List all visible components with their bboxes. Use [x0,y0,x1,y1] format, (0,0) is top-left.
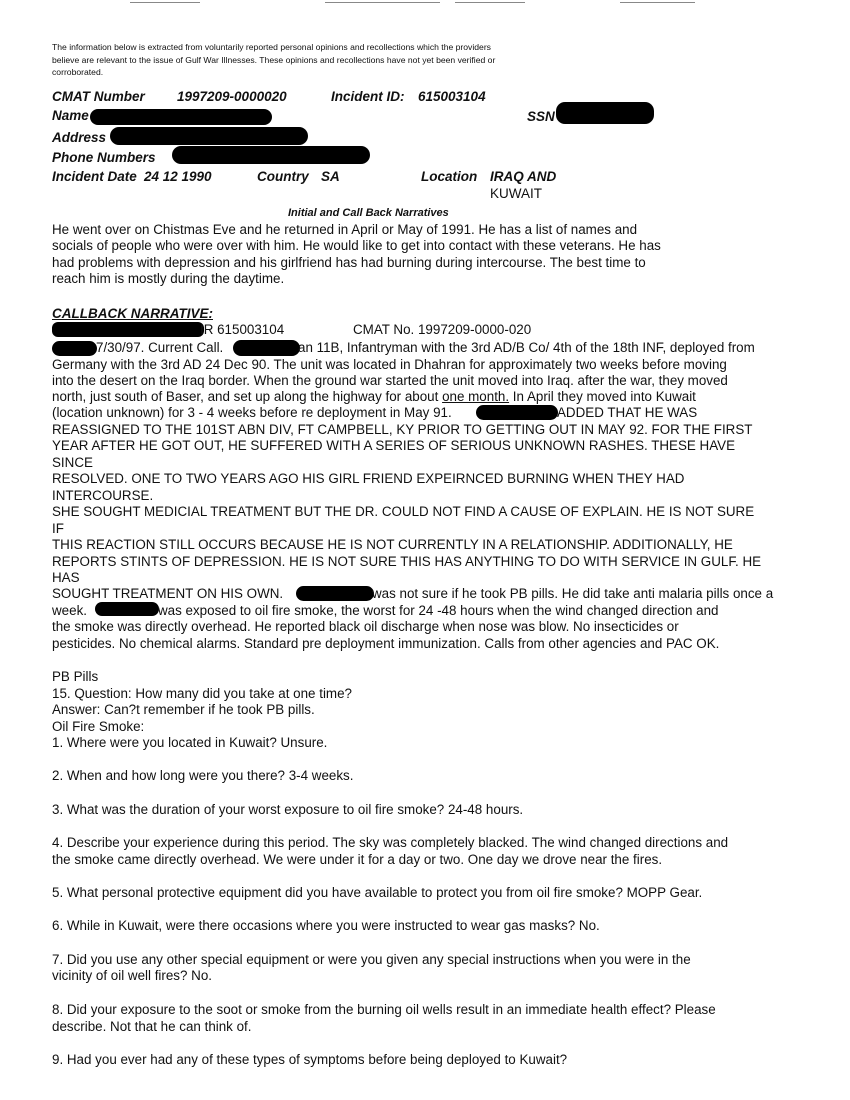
country-label: Country [257,169,309,184]
redaction-callback-person [95,602,159,616]
callback-text: north, just south of Baser, and set up along the highway for about [52,389,443,404]
callback-line: was exposed to oil fire smoke, the worst for 24 -48 hours when the wind changed direction and [158,603,719,618]
callback-line: an 11B, Infantryman with the 3rd AD/B Co/ 4th of the 18th INF, deployed from [298,340,755,355]
question-1: 1. Where were you located in Kuwait? Unsure. [52,735,328,750]
scan-line [620,2,695,3]
callback-line: week. [52,603,87,618]
cmat-label: CMAT Number [52,89,145,104]
incident-id-value: 615003104 [418,89,486,104]
ssn-label: SSN [527,109,555,124]
location-label: Location [421,169,478,184]
oil-fire-heading: Oil Fire Smoke: [52,719,145,734]
question-9: 9. Had you ever had any of these types of symptoms before being deployed to Kuwait? [52,1052,568,1067]
callback-line: REASSIGNED TO THE 101ST ABN DIV, FT CAMPBELL, KY PRIOR TO GETTING OUT IN MAY 92. FOR THE FIRST [52,422,753,437]
callback-title: CALLBACK NARRATIVE: [52,306,213,321]
callback-line: into the desert on the Iraq border. When the ground war started the unit moved into Iraq. after the war, they moved [52,373,728,388]
callback-ir: IR 615003104 [200,322,285,337]
narrative-line: had problems with depression and his girlfriend has had burning during intercourse. The best time to [52,254,646,270]
question-15: 15. Question: How many did you take at one time? [52,686,352,701]
question-8: 8. Did your exposure to the soot or smoke from the burning oil wells result in an immediate health effect? Please [52,1002,716,1017]
narrative-line: reach him is mostly during the daytime. [52,271,285,287]
callback-line: was not sure if he took PB pills. He did take anti malaria pills once a [372,586,774,601]
callback-line: THIS REACTION STILL OCCURS BECAUSE HE IS NOT CURRENTLY IN A RELATIONSHIP. ADDITIONALLY, HE [52,537,733,552]
disclaimer-line: corroborated. [52,67,104,78]
callback-line: IF [52,521,64,536]
scan-line [130,2,200,3]
question-4-cont: the smoke came directly overhead. We were under it for a day or two. One day we drove near the fires. [52,852,663,867]
address-label: Address [52,130,107,145]
incident-id-label: Incident ID: [331,89,405,104]
disclaimer-line: The information below is extracted from voluntarily reported personal opinions and recollections which the providers [52,42,491,52]
country-value: SA [321,169,340,184]
callback-line: REPORTS STINTS OF DEPRESSION. HE IS NOT SURE THIS HAS ANYTHING TO DO WITH SERVICE IN GULF. HE [52,554,762,569]
callback-line: SOUGHT TREATMENT ON HIS OWN. [52,586,284,601]
callback-line: SINCE [52,455,93,470]
question-4: 4. Describe your experience during this period. The sky was completely blacked. The wind changed directions and [52,835,729,850]
scan-line [325,2,440,3]
phone-label: Phone Numbers [52,150,156,165]
narrative-line: socials of people who were over with him. He would like to get into contact with these veterans. He has [52,238,661,254]
redaction-callback-id [52,341,97,356]
callback-line: Germany with the 3rd AD 24 Dec 90. The unit was located in Dhahran for approximately two weeks before moving [52,357,727,372]
redaction-callback-person [233,340,300,356]
question-2: 2. When and how long were you there? 3-4 weeks. [52,768,354,783]
callback-line: (location unknown) for 3 - 4 weeks before re deployment in May 91. [52,405,452,420]
redaction-phone [172,146,370,164]
redaction-callback-name [52,322,204,337]
incident-date-label: Incident Date [52,169,137,184]
location-value-cont: KUWAIT [490,186,542,201]
callback-line: the smoke was directly overhead. He reported black oil discharge when nose was blow. No insecticides or [52,619,679,634]
disclaimer-line: believe are relevant to the issue of Gulf War Illnesses. These opinions and recollections have not yet been verified or [52,54,496,65]
question-5: 5. What personal protective equipment did you have available to protect you from oil fire smoke? MOPP Gear. [52,885,703,900]
callback-line: SHE SOUGHT MEDICIAL TREATMENT BUT THE DR. COULD NOT FIND A CAUSE OF EXPLAIN. HE IS NOT SURE [52,504,755,519]
callback-cmat: CMAT No. 1997209-0000-020 [353,322,532,337]
narratives-title: Initial and Call Back Narratives [288,207,449,219]
redaction-address [110,127,308,145]
question-7: 7. Did you use any other special equipment or were you given any special instructions when you were in the [52,952,691,967]
callback-line: HAS [52,570,80,585]
callback-line: pesticides. No chemical alarms. Standard pre deployment immunization. Calls from other agencies and PAC OK. [52,636,720,651]
callback-line: YEAR AFTER HE GOT OUT, HE SUFFERED WITH A SERIES OF SERIOUS UNKNOWN RASHES. THESE HAVE [52,438,736,453]
callback-line: ADDED THAT HE WAS [557,405,698,420]
answer-15: Answer: Can?t remember if he took PB pills. [52,702,315,717]
question-8-cont: describe. Not that he can think of. [52,1019,252,1034]
callback-text: In April they moved into Kuwait [509,389,696,404]
incident-date-value: 24 12 1990 [144,169,212,184]
redaction-ssn [556,102,654,124]
cmat-value: 1997209-0000020 [177,89,287,104]
question-7-cont: vicinity of oil well fires? No. [52,968,212,983]
callback-text-underlined: one month. [442,389,510,404]
callback-line: INTERCOURSE. [52,488,154,503]
callback-line: 7/30/97. Current Call. [96,340,224,355]
redaction-callback-person [296,586,374,601]
pb-pills-heading: PB Pills [52,669,99,684]
redaction-callback-person [476,405,558,420]
question-3: 3. What was the duration of your worst exposure to oil fire smoke? 24-48 hours. [52,802,524,817]
location-value: IRAQ AND [490,169,557,184]
name-label: Name [52,108,89,123]
scan-line [455,2,525,3]
narrative-line: He went over on Chistmas Eve and he returned in April or May of 1991. He has a list of names and [52,222,638,237]
callback-line [52,389,696,405]
initial-narrative [52,222,661,288]
redaction-name [90,109,272,125]
callback-line: RESOLVED. ONE TO TWO YEARS AGO HIS GIRL FRIEND EXPEIRNCED BURNING WHEN THEY HAD [52,471,685,486]
disclaimer [52,41,495,79]
question-6: 6. While in Kuwait, were there occasions where you were instructed to wear gas masks? No. [52,918,600,933]
